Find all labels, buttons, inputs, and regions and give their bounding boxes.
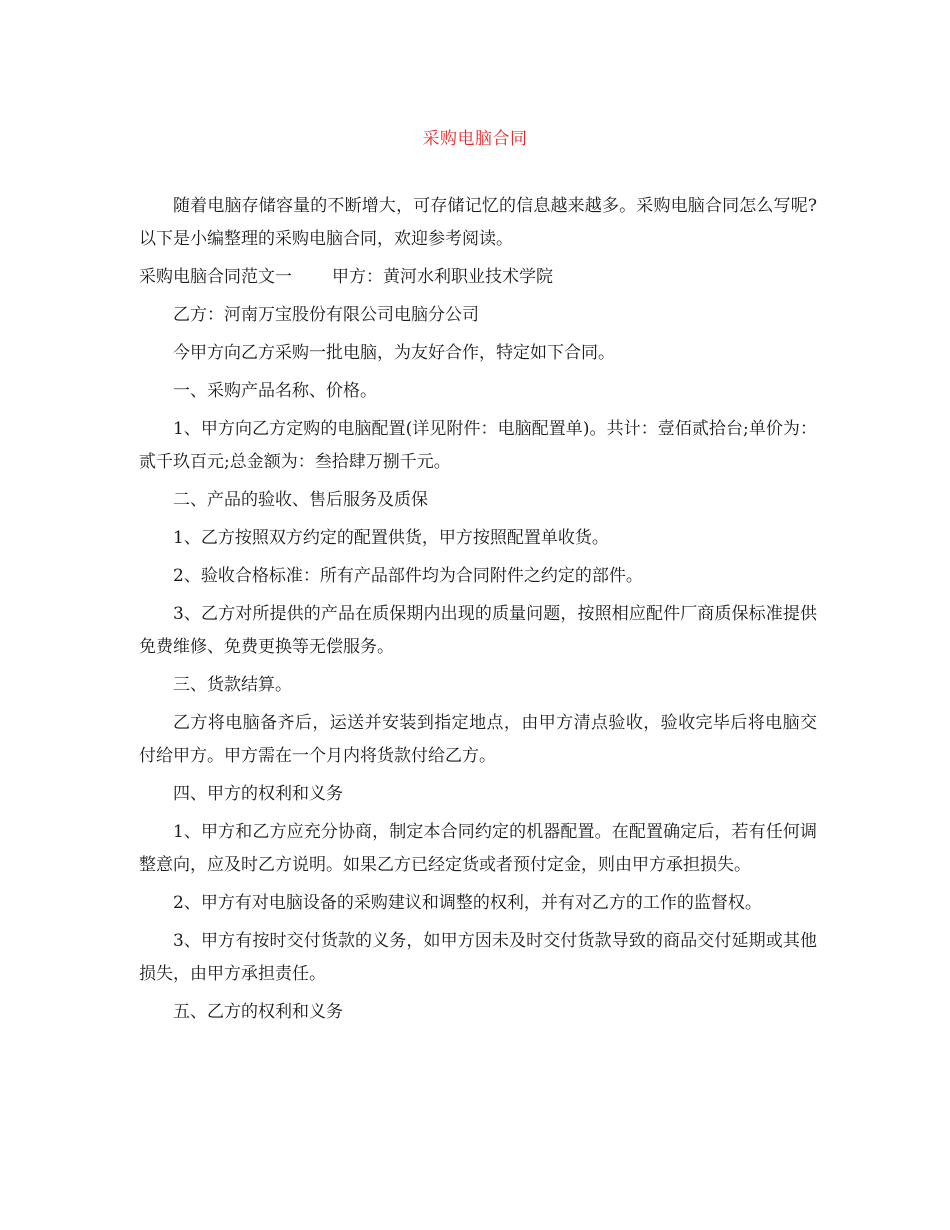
intro-paragraph: 随着电脑存储容量的不断增大，可存储记忆的信息越来越多。采购电脑合同怎么写呢?以下是小编整理的采购电脑合同，欢迎参考阅读。: [139, 196, 817, 249]
preamble: 今甲方向乙方采购一批电脑，为友好合作，特定如下合同。: [173, 343, 615, 363]
section-item: 1、甲方和乙方应充分协商，制定本合同约定的机器配置。在配置确定后，若有任何调整意向，应及时乙方说明。如果乙方已经定货或者预付定金，则由甲方承担损失。: [139, 822, 817, 875]
section-item: 乙方将电脑备齐后，运送并安装到指定地点，由甲方清点验收，验收完毕后将电脑交付给甲方。甲方需在一个月内将货款付给乙方。: [139, 713, 817, 766]
sample-and-party-a-line: [139, 261, 817, 294]
section-item: 1、乙方按照双方约定的配置供货，甲方按照配置单收货。: [173, 528, 609, 548]
document-body: [139, 190, 817, 1034]
section-item: 1、甲方向乙方定购的电脑配置(详见附件：电脑配置单)。共计：壹佰贰拾台;单价为：贰千玖百元;总金额为：叁拾肆万捌千元。: [139, 419, 817, 472]
party-a: 甲方：黄河水利职业技术学院: [332, 267, 553, 287]
party-b: 乙方：河南万宝股份有限公司电脑分公司: [173, 305, 479, 325]
section-item: 3、乙方对所提供的产品在质保期内出现的质量问题，按照相应配件厂商质保标准提供免费维修、免费更换等无偿服务。: [139, 604, 817, 657]
section-item: 2、甲方有对电脑设备的采购建议和调整的权利，并有对乙方的工作的监督权。: [173, 893, 762, 913]
section-heading: 五、乙方的权利和义务: [173, 1002, 343, 1022]
document-title: 采购电脑合同: [422, 129, 528, 149]
section-item: 3、甲方有按时交付货款的义务，如甲方因未及时交付货款导致的商品交付延期或其他损失，由甲方承担责任。: [139, 931, 817, 984]
section-heading: 三、货款结算。: [173, 675, 292, 695]
section-item: 2、验收合格标准：所有产品部件均为合同附件之约定的部件。: [173, 566, 643, 586]
sample-label: 采购电脑合同范文一: [139, 267, 292, 287]
section-heading: 四、甲方的权利和义务: [173, 784, 343, 804]
section-heading: 一、采购产品名称、价格。: [173, 381, 377, 401]
section-heading: 二、产品的验收、售后服务及质保: [173, 490, 428, 510]
